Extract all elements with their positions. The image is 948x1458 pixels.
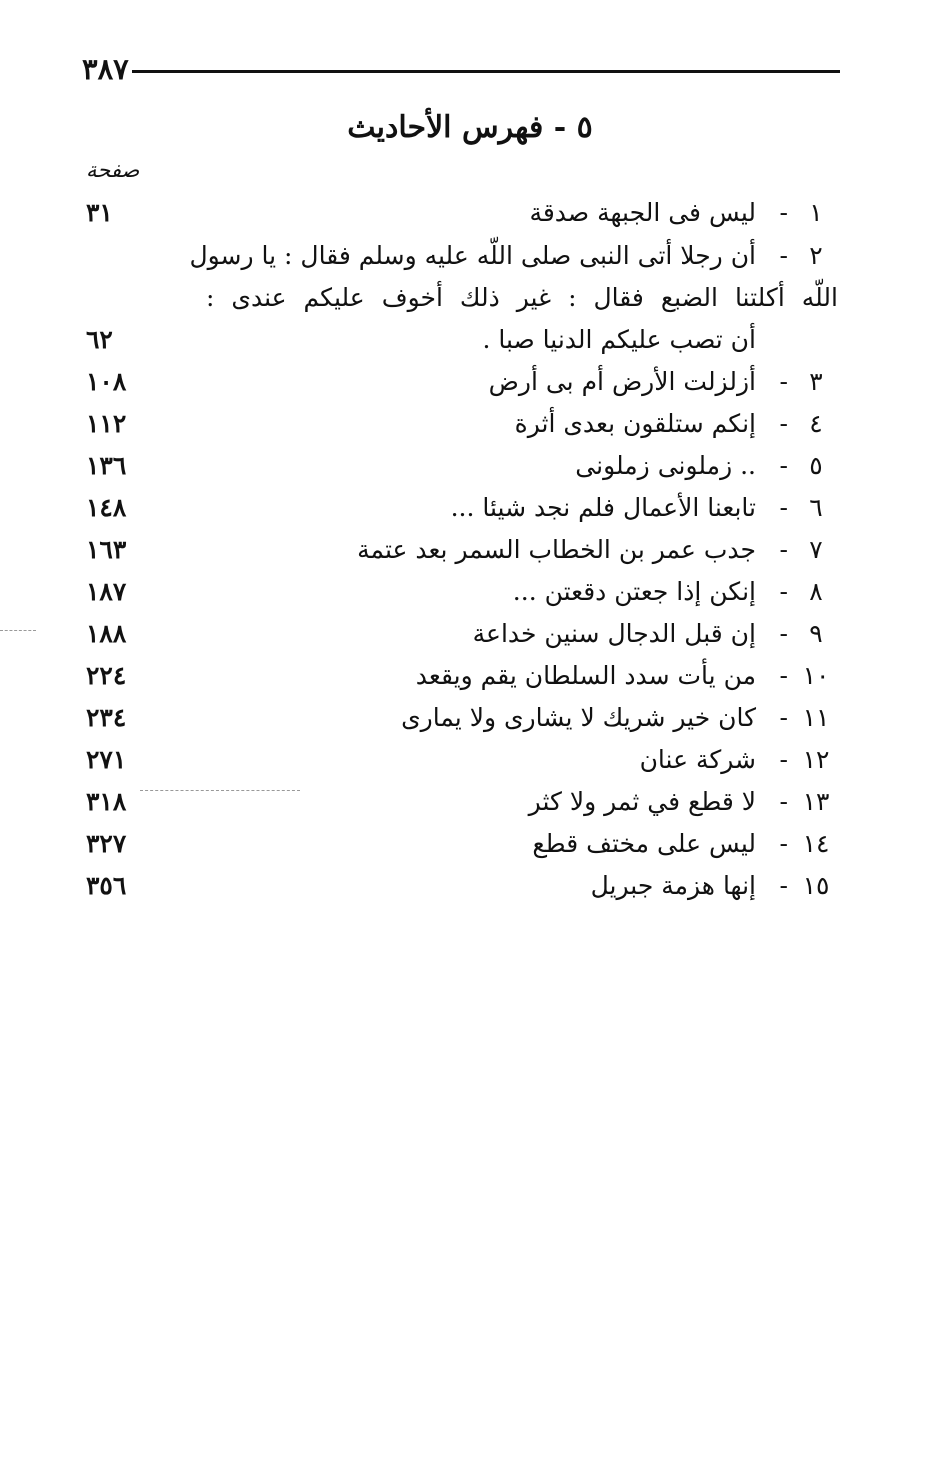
entry-dash: - xyxy=(779,787,788,816)
index-entry xyxy=(0,367,948,407)
index-entry xyxy=(0,198,948,238)
entry-page: ١٨٨ xyxy=(86,619,127,648)
entry-text: من يأت سدد السلطان يقم ويقعد xyxy=(415,661,756,690)
entry-number: ٢ xyxy=(809,241,823,270)
entry-page: ٣١ xyxy=(86,198,113,227)
entry-page: ٢٧١ xyxy=(86,745,127,774)
entry-text: أن رجلا أتى النبى صلى اللّه عليه وسلم فقال : يا رسول xyxy=(189,241,756,270)
entry-number: ١٠ xyxy=(802,661,830,690)
entry-text: أن تصب عليكم الدنيا صبا . xyxy=(482,325,756,354)
index-entry-continuation xyxy=(0,325,948,365)
entry-number: ١٣ xyxy=(802,787,830,816)
entry-page: ٣٢٧ xyxy=(86,829,127,858)
entry-text: جدب عمر بن الخطاب السمر بعد عتمة xyxy=(357,535,756,564)
entry-page: ١٦٣ xyxy=(86,535,127,564)
entry-dash: - xyxy=(779,829,788,858)
entry-dash: - xyxy=(779,451,788,480)
entry-text: لا قطع في ثمر ولا كثر xyxy=(528,787,756,816)
entry-text: ليس فى الجبهة صدقة xyxy=(529,198,756,227)
entry-page: ١٠٨ xyxy=(86,367,127,396)
entry-page: ٣١٨ xyxy=(86,787,127,816)
index-entry xyxy=(0,493,948,533)
entry-dash: - xyxy=(779,577,788,606)
entry-number: ١ xyxy=(809,198,823,227)
entry-text: إنها هزمة جبريل xyxy=(590,871,756,900)
entry-number: ٥ xyxy=(809,451,823,480)
scan-margin-mark xyxy=(0,630,36,631)
entry-number: ٧ xyxy=(809,535,823,564)
entry-page: ٢٣٤ xyxy=(86,703,127,732)
entry-dash: - xyxy=(779,493,788,522)
entry-number: ٦ xyxy=(809,493,823,522)
entry-text: .. زملونى زملونى xyxy=(575,451,756,480)
entry-text: إن قبل الدجال سنين خداعة xyxy=(472,619,756,648)
entry-dash: - xyxy=(779,703,788,732)
entry-page: ١٣٦ xyxy=(86,451,127,480)
entry-text: كان خير شريك لا يشارى ولا يمارى xyxy=(401,703,756,732)
scan-pencil-mark xyxy=(140,790,300,791)
entry-page: ٦٢ xyxy=(86,325,113,354)
entry-dash: - xyxy=(779,745,788,774)
index-entry xyxy=(0,409,948,449)
entry-page: ٢٢٤ xyxy=(86,661,127,690)
entry-number: ١٥ xyxy=(802,871,830,900)
index-entry xyxy=(0,829,948,869)
index-entry xyxy=(0,745,948,785)
entry-text: أزلزلت الأرض أم بى أرض xyxy=(488,367,756,396)
index-entry xyxy=(0,661,948,701)
entry-number: ١١ xyxy=(802,703,830,732)
entry-text: شركة عنان xyxy=(639,745,756,774)
header-rule xyxy=(132,70,840,73)
entry-number: ٩ xyxy=(809,619,823,648)
index-title: ٥ - فهرس الأحاديث xyxy=(347,110,593,145)
index-entry-continuation xyxy=(0,283,948,323)
page-column-label: صفحة xyxy=(86,158,140,182)
entry-text: ليس على مختف قطع xyxy=(532,829,756,858)
entry-text: تابعنا الأعمال فلم نجد شيئا ... xyxy=(450,493,756,522)
entry-page: ١٤٨ xyxy=(86,493,127,522)
entry-text: اللّه أكلتنا الضبع فقال : غير ذلك أخوف عليكم عندى : xyxy=(206,283,838,312)
entry-dash: - xyxy=(779,198,788,227)
index-entry xyxy=(0,577,948,617)
entry-dash: - xyxy=(779,661,788,690)
entry-number: ١٢ xyxy=(802,745,830,774)
entry-page: ٣٥٦ xyxy=(86,871,127,900)
index-entry xyxy=(0,703,948,743)
entry-page: ١٨٧ xyxy=(86,577,127,606)
entry-text: إنكم ستلقون بعدى أثرة xyxy=(514,409,756,438)
index-entry xyxy=(0,871,948,911)
entry-dash: - xyxy=(779,535,788,564)
page-number: ٣٨٧ xyxy=(82,52,129,86)
entry-dash: - xyxy=(779,241,788,270)
entry-dash: - xyxy=(779,409,788,438)
index-entry xyxy=(0,787,948,827)
entry-number: ٨ xyxy=(809,577,823,606)
entry-dash: - xyxy=(779,619,788,648)
entry-number: ١٤ xyxy=(802,829,830,858)
entry-dash: - xyxy=(779,367,788,396)
entry-page: ١١٢ xyxy=(86,409,127,438)
entry-number: ٣ xyxy=(809,367,823,396)
index-entry xyxy=(0,535,948,575)
entry-number: ٤ xyxy=(809,409,823,438)
entry-text: إنكن إذا جعتن دقعتن ... xyxy=(512,577,756,606)
index-entry xyxy=(0,241,948,281)
index-entry xyxy=(0,619,948,659)
entry-dash: - xyxy=(779,871,788,900)
index-entry xyxy=(0,451,948,491)
